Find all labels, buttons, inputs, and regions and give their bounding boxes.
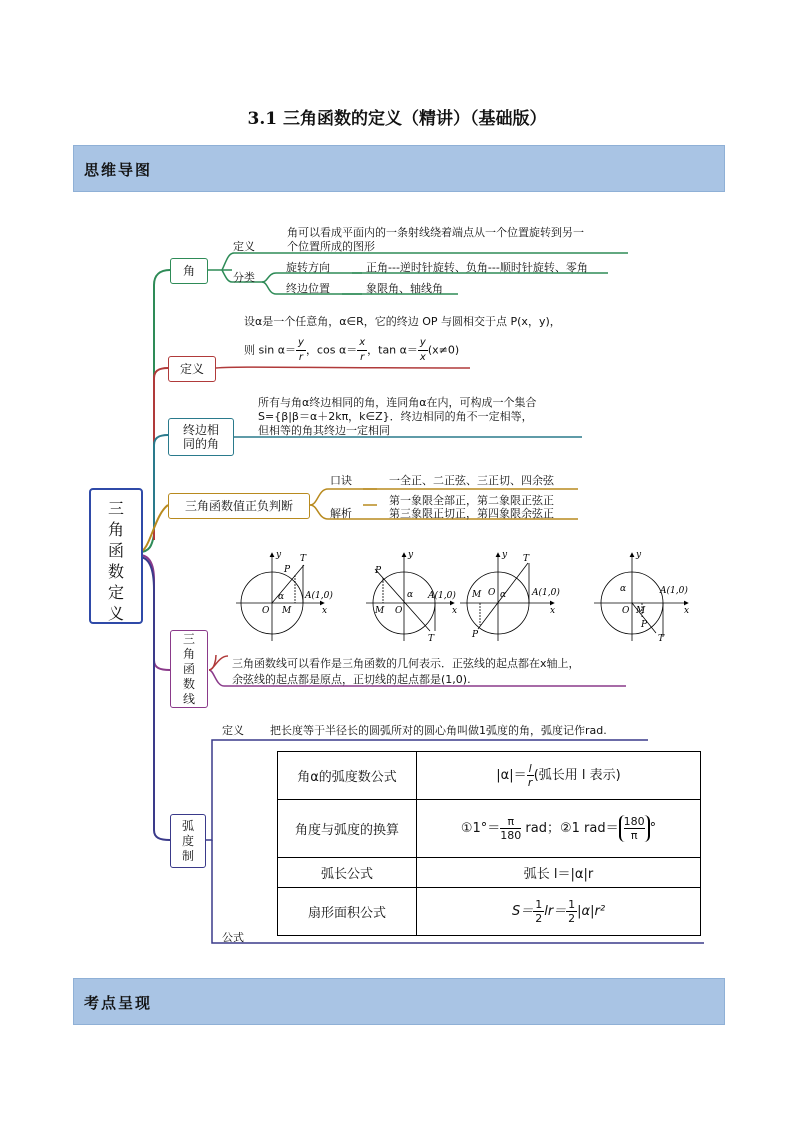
formula-part: lr＝	[544, 904, 567, 919]
point-label: A(1,0)	[428, 591, 456, 601]
point-label: P	[284, 565, 291, 575]
root-node	[89, 488, 143, 624]
point-label: A(1,0)	[660, 586, 688, 596]
row-formula: 弧长 l＝|α|r	[417, 858, 701, 888]
angle-label: α	[407, 590, 414, 600]
root-label	[91, 498, 141, 624]
coterminal-line2: S={β|β＝α＋2kπ，k∈Z}．终边相同的角不一定相等，	[258, 410, 533, 423]
sin-fraction	[296, 336, 306, 365]
radian-def-label: 定义	[222, 724, 244, 737]
analysis-text: 第一象限全部正，第二象限正弦正	[389, 494, 554, 507]
angle-label: α	[500, 590, 507, 600]
fraction-den: r	[527, 776, 533, 789]
sign-node: 三角函数值正负判断	[168, 493, 310, 519]
definition-formula	[244, 336, 459, 365]
axis-label: x	[684, 606, 690, 616]
cos-den: r	[360, 352, 365, 363]
formula-part: °	[649, 821, 657, 836]
trig-line-label: 三角函数线	[182, 631, 195, 706]
row-formula	[417, 752, 701, 800]
radian-formula-table	[277, 751, 701, 936]
root-char: 义	[107, 604, 124, 623]
angle-def-text: 个位置所成的图形	[287, 240, 375, 253]
fraction-num: π	[500, 815, 521, 829]
doc-title: 3.1 三角函数的定义（精讲）（基础版）	[247, 109, 547, 129]
fraction	[527, 762, 534, 789]
unit-circle-diagrams	[232, 545, 702, 645]
cos-num: x	[357, 336, 367, 351]
tan-num: y	[418, 336, 428, 351]
formula-part: |α|r²	[577, 904, 606, 919]
axis-label: x	[452, 606, 458, 616]
row-name: 弧长公式	[278, 858, 417, 888]
fraction-den: 180	[500, 829, 522, 842]
terminal-label: 终边位置	[286, 282, 330, 295]
table-row	[278, 858, 701, 888]
fraction-num: l	[528, 762, 532, 775]
point-label: M	[472, 590, 482, 600]
trig-line-text2: 余弦线的起点都是原点，正切线的起点都是(1,0).	[232, 673, 471, 686]
axis-label: y	[636, 550, 642, 560]
axis-label: x	[322, 606, 328, 616]
row-formula	[417, 800, 701, 858]
point-label: A(1,0)	[532, 588, 560, 598]
terminal-text: 象限角、轴线角	[366, 282, 443, 295]
angle-node: 角	[170, 258, 208, 284]
formula-part: |α|＝	[496, 768, 527, 783]
formula-part: (弧长用 l 表示)	[533, 768, 621, 783]
rotation-label: 旋转方向	[286, 261, 330, 274]
root-char: 定	[107, 583, 124, 602]
angle-label: α	[278, 592, 285, 602]
tan-den: x	[419, 352, 426, 363]
coterminal-node	[168, 418, 234, 456]
row-name: 角α的弧度数公式	[278, 752, 417, 800]
point-label: O	[488, 588, 496, 598]
row-name: 扇形面积公式	[278, 888, 417, 936]
definition-node: 定义	[168, 356, 216, 382]
angle-class-label: 分类	[233, 271, 255, 284]
radian-def-text: 把长度等于半径长的圆弧所对的圆心角叫做1弧度的角，弧度记作rad.	[270, 724, 607, 737]
analysis-label: 解析	[330, 507, 352, 520]
point-label: O	[622, 606, 630, 616]
point-label: T	[658, 634, 665, 644]
sin-prefix: 则 sin α＝	[244, 343, 297, 357]
point-label: T	[300, 554, 307, 564]
formula-part: ①1°＝	[460, 821, 501, 836]
point-label: O	[395, 606, 403, 616]
fraction-num: 1	[568, 898, 576, 911]
trig-line-text1: 三角函数线可以看作是三角函数的几何表示．正弦线的起点都在x轴上，	[232, 657, 580, 670]
fraction-num: 180	[623, 815, 645, 828]
radian-label: 弧度制	[181, 818, 194, 863]
sin-den: r	[298, 352, 304, 363]
analysis-text: 第三象限正切正，第四象限余弦正	[389, 507, 554, 520]
row-formula	[417, 888, 701, 936]
point-label: P	[472, 630, 479, 640]
section-title: 思维导图	[84, 161, 153, 179]
fraction-den: 2	[535, 912, 543, 925]
definition-line1: 设α是一个任意角，α∈R，它的终边 OP 与圆相交于点 P(x，y)，	[244, 315, 561, 328]
fraction-num: 1	[535, 898, 543, 911]
trig-line-node	[170, 630, 208, 708]
section-title: 考点呈现	[84, 994, 153, 1012]
formula-part: rad；②1 rad＝	[521, 821, 619, 836]
axis-label: y	[408, 550, 414, 560]
root-char: 三	[107, 499, 124, 518]
table-row	[278, 888, 701, 936]
tan-prefix: ，tan α＝	[367, 343, 418, 357]
fraction	[500, 815, 521, 842]
fraction-den: 2	[568, 912, 576, 925]
sin-num: y	[296, 336, 306, 351]
mnemonic-label: 口诀	[330, 474, 352, 487]
formula-part: S＝	[511, 904, 534, 919]
tan-cond: (x≠0)	[427, 343, 460, 357]
point-label: M	[636, 606, 646, 616]
mnemonic-text: 一全正、二正弦、三正切、四余弦	[389, 474, 554, 487]
angle-label: α	[620, 584, 627, 594]
point-label: M	[375, 606, 385, 616]
rotation-text: 正角---逆时针旋转、负角---顺时针旋转、零角	[366, 261, 588, 274]
fraction	[533, 898, 544, 925]
point-label: O	[262, 606, 270, 616]
radian-node	[170, 814, 206, 868]
fraction	[566, 898, 577, 925]
coterminal-label: 终边相同的角	[182, 423, 219, 451]
axis-label: y	[502, 550, 508, 560]
axis-label: x	[550, 606, 556, 616]
table-row	[278, 752, 701, 800]
tan-fraction	[418, 336, 428, 365]
cos-prefix: ，cos α＝	[305, 343, 358, 357]
point-label: T	[523, 554, 530, 564]
angle-def-label: 定义	[233, 240, 255, 253]
paren-fraction	[619, 815, 650, 842]
row-name: 角度与弧度的换算	[278, 800, 417, 858]
axis-label: y	[276, 550, 282, 560]
fraction-den: π	[630, 829, 638, 842]
cos-fraction	[357, 336, 367, 365]
point-label: M	[282, 606, 292, 616]
coterminal-line3: 但相等的角其终边一定相同	[258, 424, 390, 437]
angle-def-text: 角可以看成平面内的一条射线绕着端点从一个位置旋转到另一	[287, 226, 584, 239]
point-label: P	[641, 620, 648, 630]
root-char: 数	[107, 562, 124, 581]
point-label: T	[428, 634, 435, 644]
coterminal-line1: 所有与角α终边相同的角，连同角α在内，可构成一个集合	[258, 396, 537, 409]
table-row	[278, 800, 701, 858]
point-label: P	[375, 566, 382, 576]
formula-label: 公式	[222, 931, 244, 944]
root-char: 函	[107, 541, 124, 560]
point-label: A(1,0)	[305, 591, 333, 601]
root-char: 角	[107, 520, 124, 539]
